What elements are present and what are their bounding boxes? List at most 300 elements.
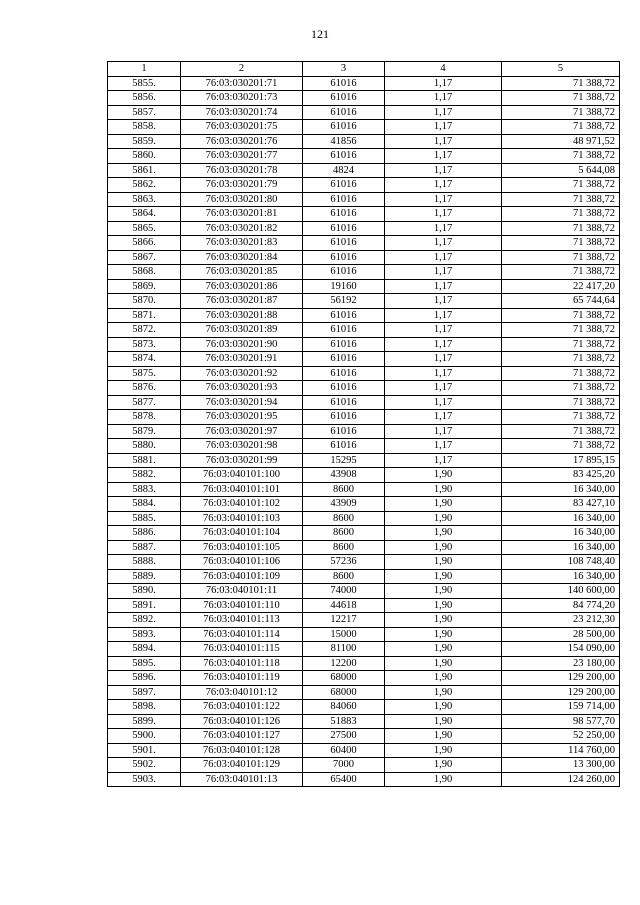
- area-value-cell: 61016: [303, 221, 385, 236]
- row-number-cell: 5893.: [108, 627, 181, 642]
- amount-value-cell: 71 388,72: [502, 265, 620, 280]
- row-number-cell: 5903.: [108, 772, 181, 787]
- table-row: [108, 685, 620, 700]
- column-header-1: 1: [108, 62, 181, 77]
- row-number-cell: 5869.: [108, 279, 181, 294]
- row-number-cell: 5892.: [108, 613, 181, 628]
- coefficient-value-cell: 1,17: [385, 105, 502, 120]
- coefficient-value-cell: 1,17: [385, 395, 502, 410]
- table-row: [108, 337, 620, 352]
- coefficient-value-cell: 1,17: [385, 91, 502, 106]
- coefficient-value-cell: 1,17: [385, 337, 502, 352]
- table-row: [108, 642, 620, 657]
- row-number-cell: 5864.: [108, 207, 181, 222]
- amount-value-cell: 71 388,72: [502, 366, 620, 381]
- coefficient-value-cell: 1,90: [385, 468, 502, 483]
- cadastral-number-cell: 76:03:030201:98: [181, 439, 303, 454]
- row-number-cell: 5882.: [108, 468, 181, 483]
- amount-value-cell: 16 340,00: [502, 569, 620, 584]
- amount-value-cell: 52 250,00: [502, 729, 620, 744]
- area-value-cell: 15295: [303, 453, 385, 468]
- table-header-row: [108, 62, 620, 77]
- cadastral-number-cell: 76:03:040101:126: [181, 714, 303, 729]
- row-number-cell: 5881.: [108, 453, 181, 468]
- cadastral-number-cell: 76:03:040101:100: [181, 468, 303, 483]
- area-value-cell: 8600: [303, 526, 385, 541]
- table-row: [108, 120, 620, 135]
- amount-value-cell: 98 577,70: [502, 714, 620, 729]
- coefficient-value-cell: 1,90: [385, 511, 502, 526]
- area-value-cell: 4824: [303, 163, 385, 178]
- coefficient-value-cell: 1,90: [385, 482, 502, 497]
- coefficient-value-cell: 1,90: [385, 598, 502, 613]
- table-row: [108, 410, 620, 425]
- table-row: [108, 613, 620, 628]
- amount-value-cell: 83 425,20: [502, 468, 620, 483]
- table-row: [108, 540, 620, 555]
- coefficient-value-cell: 1,90: [385, 772, 502, 787]
- cadastral-number-cell: 76:03:030201:74: [181, 105, 303, 120]
- cadastral-number-cell: 76:03:030201:80: [181, 192, 303, 207]
- row-number-cell: 5867.: [108, 250, 181, 265]
- table-row: [108, 279, 620, 294]
- area-value-cell: 60400: [303, 743, 385, 758]
- amount-value-cell: 84 774,20: [502, 598, 620, 613]
- row-number-cell: 5877.: [108, 395, 181, 410]
- cadastral-number-cell: 76:03:030201:91: [181, 352, 303, 367]
- row-number-cell: 5890.: [108, 584, 181, 599]
- coefficient-value-cell: 1,17: [385, 424, 502, 439]
- cadastral-number-cell: 76:03:030201:97: [181, 424, 303, 439]
- table-row: [108, 366, 620, 381]
- table-row: [108, 207, 620, 222]
- coefficient-value-cell: 1,90: [385, 540, 502, 555]
- amount-value-cell: 71 388,72: [502, 207, 620, 222]
- coefficient-value-cell: 1,90: [385, 642, 502, 657]
- area-value-cell: 61016: [303, 366, 385, 381]
- row-number-cell: 5880.: [108, 439, 181, 454]
- amount-value-cell: 71 388,72: [502, 424, 620, 439]
- table-row: [108, 656, 620, 671]
- coefficient-value-cell: 1,17: [385, 439, 502, 454]
- row-number-cell: 5888.: [108, 555, 181, 570]
- amount-value-cell: 71 388,72: [502, 91, 620, 106]
- amount-value-cell: 5 644,08: [502, 163, 620, 178]
- table-row: [108, 526, 620, 541]
- area-value-cell: 61016: [303, 352, 385, 367]
- area-value-cell: 8600: [303, 540, 385, 555]
- coefficient-value-cell: 1,90: [385, 656, 502, 671]
- amount-value-cell: 71 388,72: [502, 410, 620, 425]
- amount-value-cell: 71 388,72: [502, 221, 620, 236]
- coefficient-value-cell: 1,90: [385, 729, 502, 744]
- table-row: [108, 772, 620, 787]
- row-number-cell: 5896.: [108, 671, 181, 686]
- coefficient-value-cell: 1,17: [385, 453, 502, 468]
- cadastral-number-cell: 76:03:030201:93: [181, 381, 303, 396]
- area-value-cell: 8600: [303, 511, 385, 526]
- coefficient-value-cell: 1,90: [385, 700, 502, 715]
- amount-value-cell: 13 300,00: [502, 758, 620, 773]
- row-number-cell: 5897.: [108, 685, 181, 700]
- row-number-cell: 5868.: [108, 265, 181, 280]
- area-value-cell: 8600: [303, 569, 385, 584]
- cadastral-number-cell: 76:03:030201:81: [181, 207, 303, 222]
- cadastral-number-cell: 76:03:040101:115: [181, 642, 303, 657]
- row-number-cell: 5901.: [108, 743, 181, 758]
- cadastral-number-cell: 76:03:040101:12: [181, 685, 303, 700]
- cadastral-number-cell: 76:03:040101:13: [181, 772, 303, 787]
- coefficient-value-cell: 1,17: [385, 250, 502, 265]
- area-value-cell: 74000: [303, 584, 385, 599]
- row-number-cell: 5862.: [108, 178, 181, 193]
- coefficient-value-cell: 1,90: [385, 743, 502, 758]
- table-row: [108, 627, 620, 642]
- area-value-cell: 84060: [303, 700, 385, 715]
- coefficient-value-cell: 1,17: [385, 207, 502, 222]
- area-value-cell: 56192: [303, 294, 385, 309]
- cadastral-number-cell: 76:03:030201:95: [181, 410, 303, 425]
- cadastral-number-cell: 76:03:030201:77: [181, 149, 303, 164]
- cadastral-number-cell: 76:03:040101:122: [181, 700, 303, 715]
- coefficient-value-cell: 1,90: [385, 584, 502, 599]
- cadastral-number-cell: 76:03:030201:87: [181, 294, 303, 309]
- coefficient-value-cell: 1,90: [385, 758, 502, 773]
- cadastral-number-cell: 76:03:030201:89: [181, 323, 303, 338]
- area-value-cell: 57236: [303, 555, 385, 570]
- row-number-cell: 5873.: [108, 337, 181, 352]
- amount-value-cell: 71 388,72: [502, 395, 620, 410]
- row-number-cell: 5866.: [108, 236, 181, 251]
- coefficient-value-cell: 1,17: [385, 279, 502, 294]
- cadastral-number-cell: 76:03:040101:105: [181, 540, 303, 555]
- table-row: [108, 424, 620, 439]
- area-value-cell: 61016: [303, 250, 385, 265]
- row-number-cell: 5891.: [108, 598, 181, 613]
- table-row: [108, 584, 620, 599]
- area-value-cell: 65400: [303, 772, 385, 787]
- table-row: [108, 497, 620, 512]
- cadastral-number-cell: 76:03:030201:71: [181, 76, 303, 91]
- row-number-cell: 5894.: [108, 642, 181, 657]
- amount-value-cell: 71 388,72: [502, 105, 620, 120]
- coefficient-value-cell: 1,90: [385, 613, 502, 628]
- cadastral-number-cell: 76:03:030201:75: [181, 120, 303, 135]
- table-row: [108, 482, 620, 497]
- table-row: [108, 76, 620, 91]
- table-row: [108, 700, 620, 715]
- table-row: [108, 149, 620, 164]
- cadastral-number-cell: 76:03:030201:88: [181, 308, 303, 323]
- amount-value-cell: 17 895,15: [502, 453, 620, 468]
- cadastral-number-cell: 76:03:040101:104: [181, 526, 303, 541]
- coefficient-value-cell: 1,90: [385, 714, 502, 729]
- cadastral-number-cell: 76:03:030201:76: [181, 134, 303, 149]
- cadastral-number-cell: 76:03:040101:119: [181, 671, 303, 686]
- area-value-cell: 27500: [303, 729, 385, 744]
- amount-value-cell: 71 388,72: [502, 308, 620, 323]
- area-value-cell: 61016: [303, 424, 385, 439]
- coefficient-value-cell: 1,17: [385, 381, 502, 396]
- row-number-cell: 5874.: [108, 352, 181, 367]
- area-value-cell: 61016: [303, 236, 385, 251]
- area-value-cell: 44618: [303, 598, 385, 613]
- cadastral-number-cell: 76:03:030201:94: [181, 395, 303, 410]
- table-row: [108, 468, 620, 483]
- coefficient-value-cell: 1,90: [385, 627, 502, 642]
- row-number-cell: 5861.: [108, 163, 181, 178]
- coefficient-value-cell: 1,17: [385, 294, 502, 309]
- table-row: [108, 352, 620, 367]
- area-value-cell: 61016: [303, 308, 385, 323]
- row-number-cell: 5878.: [108, 410, 181, 425]
- amount-value-cell: 129 200,00: [502, 685, 620, 700]
- area-value-cell: 61016: [303, 337, 385, 352]
- cadastral-number-cell: 76:03:040101:109: [181, 569, 303, 584]
- row-number-cell: 5895.: [108, 656, 181, 671]
- row-number-cell: 5883.: [108, 482, 181, 497]
- coefficient-value-cell: 1,90: [385, 671, 502, 686]
- cadastral-number-cell: 76:03:040101:103: [181, 511, 303, 526]
- coefficient-value-cell: 1,17: [385, 163, 502, 178]
- table-row: [108, 265, 620, 280]
- row-number-cell: 5886.: [108, 526, 181, 541]
- table-row: [108, 294, 620, 309]
- cadastral-number-cell: 76:03:040101:114: [181, 627, 303, 642]
- table-row: [108, 714, 620, 729]
- cadastral-number-cell: 76:03:040101:102: [181, 497, 303, 512]
- row-number-cell: 5899.: [108, 714, 181, 729]
- table-row: [108, 178, 620, 193]
- area-value-cell: 68000: [303, 671, 385, 686]
- page-number: 121: [311, 27, 329, 41]
- amount-value-cell: 159 714,00: [502, 700, 620, 715]
- table-body: [108, 76, 620, 787]
- coefficient-value-cell: 1,17: [385, 149, 502, 164]
- coefficient-value-cell: 1,17: [385, 236, 502, 251]
- amount-value-cell: 140 600,00: [502, 584, 620, 599]
- amount-value-cell: 48 971,52: [502, 134, 620, 149]
- table-row: [108, 308, 620, 323]
- table-row: [108, 236, 620, 251]
- table-row: [108, 671, 620, 686]
- row-number-cell: 5872.: [108, 323, 181, 338]
- table-row: [108, 134, 620, 149]
- row-number-cell: 5860.: [108, 149, 181, 164]
- area-value-cell: 41856: [303, 134, 385, 149]
- amount-value-cell: 22 417,20: [502, 279, 620, 294]
- cadastral-number-cell: 76:03:040101:113: [181, 613, 303, 628]
- table-row: [108, 439, 620, 454]
- row-number-cell: 5902.: [108, 758, 181, 773]
- cadastral-number-cell: 76:03:040101:110: [181, 598, 303, 613]
- area-value-cell: 61016: [303, 76, 385, 91]
- coefficient-value-cell: 1,90: [385, 526, 502, 541]
- row-number-cell: 5879.: [108, 424, 181, 439]
- amount-value-cell: 65 744,64: [502, 294, 620, 309]
- cadastral-number-cell: 76:03:030201:85: [181, 265, 303, 280]
- coefficient-value-cell: 1,17: [385, 221, 502, 236]
- row-number-cell: 5876.: [108, 381, 181, 396]
- area-value-cell: 12200: [303, 656, 385, 671]
- amount-value-cell: 124 260,00: [502, 772, 620, 787]
- row-number-cell: 5871.: [108, 308, 181, 323]
- area-value-cell: 43908: [303, 468, 385, 483]
- amount-value-cell: 16 340,00: [502, 482, 620, 497]
- area-value-cell: 7000: [303, 758, 385, 773]
- table-row: [108, 395, 620, 410]
- table-row: [108, 511, 620, 526]
- table-row: [108, 381, 620, 396]
- cadastral-number-cell: 76:03:030201:90: [181, 337, 303, 352]
- coefficient-value-cell: 1,17: [385, 76, 502, 91]
- cadastral-number-cell: 76:03:040101:129: [181, 758, 303, 773]
- amount-value-cell: 71 388,72: [502, 250, 620, 265]
- cadastral-number-cell: 76:03:040101:101: [181, 482, 303, 497]
- coefficient-value-cell: 1,90: [385, 569, 502, 584]
- area-value-cell: 61016: [303, 410, 385, 425]
- amount-value-cell: 71 388,72: [502, 439, 620, 454]
- table-row: [108, 758, 620, 773]
- table-row: [108, 453, 620, 468]
- row-number-cell: 5885.: [108, 511, 181, 526]
- coefficient-value-cell: 1,17: [385, 192, 502, 207]
- cadastral-table: [107, 61, 620, 787]
- coefficient-value-cell: 1,17: [385, 134, 502, 149]
- amount-value-cell: 71 388,72: [502, 192, 620, 207]
- table-row: [108, 598, 620, 613]
- cadastral-number-cell: 76:03:030201:82: [181, 221, 303, 236]
- row-number-cell: 5887.: [108, 540, 181, 555]
- table-row: [108, 163, 620, 178]
- amount-value-cell: 108 748,40: [502, 555, 620, 570]
- area-value-cell: 12217: [303, 613, 385, 628]
- amount-value-cell: 71 388,72: [502, 76, 620, 91]
- cadastral-number-cell: 76:03:030201:84: [181, 250, 303, 265]
- area-value-cell: 61016: [303, 395, 385, 410]
- row-number-cell: 5900.: [108, 729, 181, 744]
- coefficient-value-cell: 1,17: [385, 178, 502, 193]
- row-number-cell: 5857.: [108, 105, 181, 120]
- cadastral-number-cell: 76:03:030201:79: [181, 178, 303, 193]
- cadastral-number-cell: 76:03:040101:128: [181, 743, 303, 758]
- row-number-cell: 5898.: [108, 700, 181, 715]
- cadastral-number-cell: 76:03:030201:99: [181, 453, 303, 468]
- coefficient-value-cell: 1,17: [385, 265, 502, 280]
- area-value-cell: 61016: [303, 381, 385, 396]
- row-number-cell: 5884.: [108, 497, 181, 512]
- amount-value-cell: 16 340,00: [502, 511, 620, 526]
- area-value-cell: 8600: [303, 482, 385, 497]
- area-value-cell: 61016: [303, 207, 385, 222]
- cadastral-number-cell: 76:03:030201:73: [181, 91, 303, 106]
- table-row: [108, 323, 620, 338]
- table-row: [108, 569, 620, 584]
- cadastral-number-cell: 76:03:030201:86: [181, 279, 303, 294]
- area-value-cell: 51883: [303, 714, 385, 729]
- row-number-cell: 5858.: [108, 120, 181, 135]
- area-value-cell: 68000: [303, 685, 385, 700]
- area-value-cell: 61016: [303, 120, 385, 135]
- column-header-2: 2: [181, 62, 303, 77]
- coefficient-value-cell: 1,17: [385, 410, 502, 425]
- cadastral-number-cell: 76:03:030201:92: [181, 366, 303, 381]
- coefficient-value-cell: 1,17: [385, 323, 502, 338]
- amount-value-cell: 71 388,72: [502, 120, 620, 135]
- area-value-cell: 61016: [303, 192, 385, 207]
- cadastral-number-cell: 76:03:030201:83: [181, 236, 303, 251]
- row-number-cell: 5870.: [108, 294, 181, 309]
- row-number-cell: 5855.: [108, 76, 181, 91]
- table-row: [108, 91, 620, 106]
- cadastral-number-cell: 76:03:030201:78: [181, 163, 303, 178]
- coefficient-value-cell: 1,17: [385, 366, 502, 381]
- amount-value-cell: 71 388,72: [502, 178, 620, 193]
- table-row: [108, 221, 620, 236]
- coefficient-value-cell: 1,90: [385, 685, 502, 700]
- row-number-cell: 5889.: [108, 569, 181, 584]
- amount-value-cell: 154 090,00: [502, 642, 620, 657]
- area-value-cell: 61016: [303, 149, 385, 164]
- area-value-cell: 81100: [303, 642, 385, 657]
- coefficient-value-cell: 1,90: [385, 497, 502, 512]
- cadastral-number-cell: 76:03:040101:118: [181, 656, 303, 671]
- amount-value-cell: 71 388,72: [502, 381, 620, 396]
- amount-value-cell: 129 200,00: [502, 671, 620, 686]
- table-row: [108, 743, 620, 758]
- row-number-cell: 5863.: [108, 192, 181, 207]
- coefficient-value-cell: 1,17: [385, 352, 502, 367]
- row-number-cell: 5856.: [108, 91, 181, 106]
- area-value-cell: 15000: [303, 627, 385, 642]
- table-row: [108, 192, 620, 207]
- amount-value-cell: 28 500,00: [502, 627, 620, 642]
- amount-value-cell: 71 388,72: [502, 323, 620, 338]
- amount-value-cell: 114 760,00: [502, 743, 620, 758]
- amount-value-cell: 71 388,72: [502, 337, 620, 352]
- column-header-5: 5: [502, 62, 620, 77]
- cadastral-number-cell: 76:03:040101:11: [181, 584, 303, 599]
- amount-value-cell: 71 388,72: [502, 149, 620, 164]
- area-value-cell: 19160: [303, 279, 385, 294]
- cadastral-number-cell: 76:03:040101:127: [181, 729, 303, 744]
- area-value-cell: 61016: [303, 323, 385, 338]
- column-header-4: 4: [385, 62, 502, 77]
- amount-value-cell: 83 427,10: [502, 497, 620, 512]
- table-row: [108, 105, 620, 120]
- amount-value-cell: 71 388,72: [502, 352, 620, 367]
- coefficient-value-cell: 1,17: [385, 308, 502, 323]
- amount-value-cell: 23 180,00: [502, 656, 620, 671]
- amount-value-cell: 23 212,30: [502, 613, 620, 628]
- cadastral-number-cell: 76:03:040101:106: [181, 555, 303, 570]
- area-value-cell: 43909: [303, 497, 385, 512]
- row-number-cell: 5875.: [108, 366, 181, 381]
- area-value-cell: 61016: [303, 178, 385, 193]
- area-value-cell: 61016: [303, 91, 385, 106]
- area-value-cell: 61016: [303, 439, 385, 454]
- row-number-cell: 5859.: [108, 134, 181, 149]
- amount-value-cell: 71 388,72: [502, 236, 620, 251]
- amount-value-cell: 16 340,00: [502, 540, 620, 555]
- area-value-cell: 61016: [303, 265, 385, 280]
- coefficient-value-cell: 1,90: [385, 555, 502, 570]
- column-header-3: 3: [303, 62, 385, 77]
- table-row: [108, 555, 620, 570]
- coefficient-value-cell: 1,17: [385, 120, 502, 135]
- amount-value-cell: 16 340,00: [502, 526, 620, 541]
- table-row: [108, 729, 620, 744]
